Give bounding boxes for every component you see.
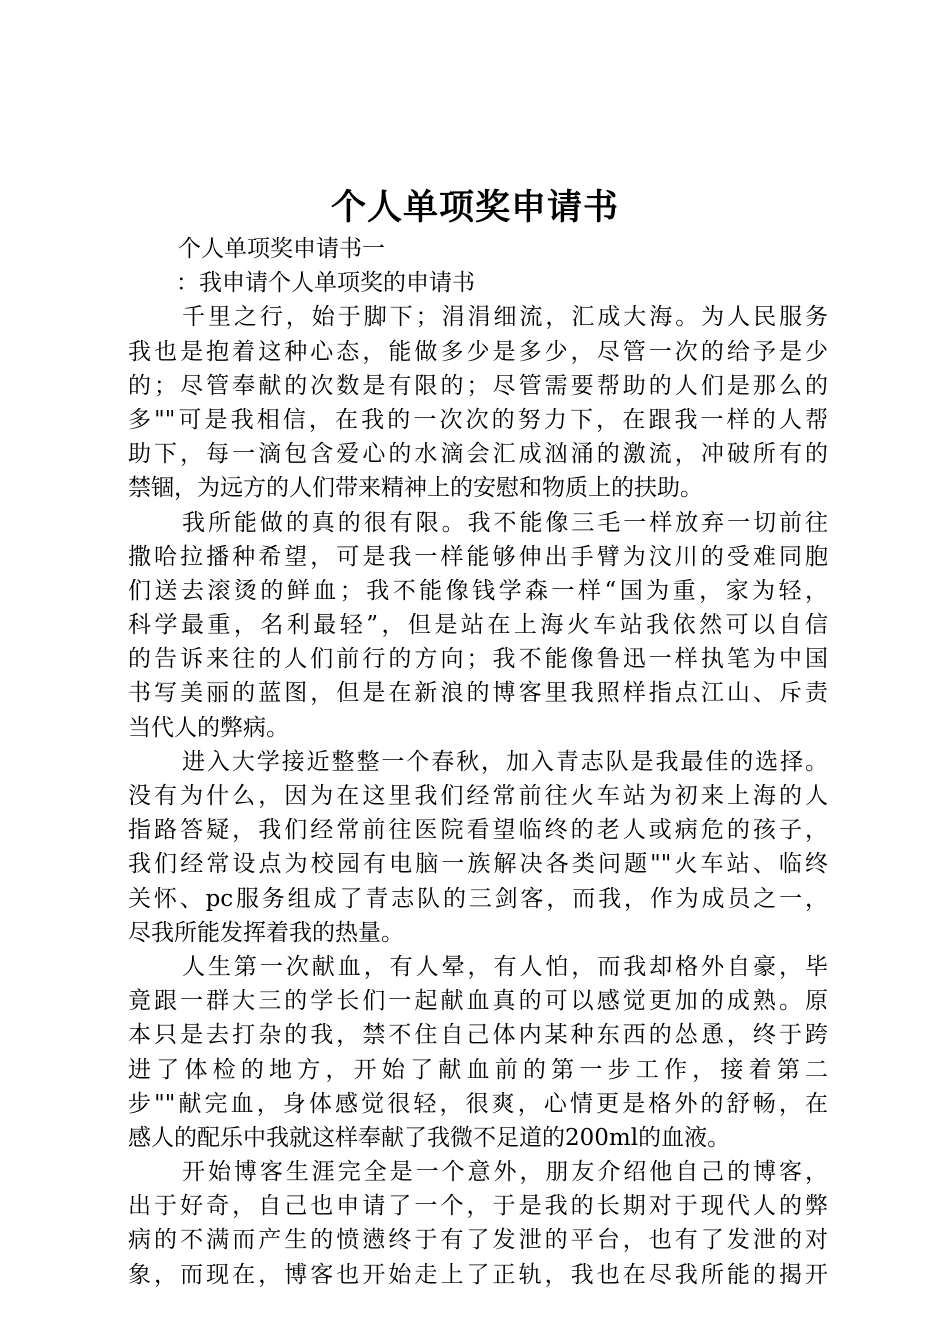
paragraph-line: 步""献完血，身体感觉很轻，很爽，心情更是格外的舒畅，在 <box>128 1090 828 1117</box>
paragraph-line: 我们经常设点为校园有电脑一族解决各类问题""火车站、临终 <box>128 851 828 878</box>
paragraph-line: 助下，每一滴包含爱心的水滴会汇成汹涌的激流，冲破所有的 <box>128 441 828 468</box>
paragraph-line: 的告诉来往的人们前行的方向；我不能像鲁迅一样执笔为中国 <box>128 646 828 673</box>
paragraph-line: 们送去滚烫的鲜血；我不能像钱学森一样“国为重，家为轻， <box>128 577 828 604</box>
paragraph-line: 指路答疑，我们经常前往医院看望临终的老人或病危的孩子， <box>128 817 828 844</box>
paragraph-line: 千里之行，始于脚下；涓涓细流，汇成大海。为人民服务 <box>182 304 828 331</box>
paragraph-line: 本只是去打杂的我，禁不住自己体内某种东西的怂恿，终于跨 <box>128 1022 828 1049</box>
paragraph-line: 禁锢，为远方的人们带来精神上的安慰和物质上的扶助。 <box>128 475 703 502</box>
paragraph-line: 病的不满而产生的愤懑终于有了发泄的平台，也有了发泄的对 <box>128 1227 828 1254</box>
paragraph-line: 多""可是我相信，在我的一次次的努力下，在跟我一样的人帮 <box>128 406 828 433</box>
paragraph-line: 竟跟一群大三的学长们一起献血真的可以感觉更加的成熟。原 <box>128 988 828 1015</box>
paragraph-line: 撒哈拉播种希望，可是我一样能够伸出手臂为汶川的受难同胞 <box>128 543 828 570</box>
paragraph-line: 进入大学接近整整一个春秋，加入青志队是我最佳的选择。 <box>182 748 828 775</box>
paragraph-line: 开始博客生涯完全是一个意外，朋友介绍他自己的博客， <box>182 1159 828 1186</box>
document-body <box>128 232 828 1292</box>
subheading: 个人单项奖申请书一 <box>178 236 385 262</box>
paragraph-line: 书写美丽的蓝图，但是在新浪的博客里我照样指点江山、斥责 <box>128 680 828 707</box>
paragraph-line: 我也是抱着这种心态，能做多少是多少，尽管一次的给予是少 <box>128 338 828 365</box>
paragraph-line: 我所能做的真的很有限。我不能像三毛一样放弃一切前往 <box>182 509 828 536</box>
paragraph-line: 出于好奇，自己也申请了一个，于是我的长期对于现代人的弊 <box>128 1193 828 1220</box>
paragraph-line: 感人的配乐中我就这样奉献了我微不足道的200ml的血液。 <box>128 1124 731 1151</box>
paragraph-line: 当代人的弊病。 <box>128 714 289 741</box>
paragraph-line: 没有为什么，因为在这里我们经常前往火车站为初来上海的人 <box>128 783 828 809</box>
page-title: 个人单项奖申请书 <box>330 187 619 228</box>
paragraph-line: 科学最重，名利最轻”，但是站在上海火车站我依然可以自信 <box>128 612 828 639</box>
subtitle: ：我申请个人单项奖的申请书 <box>176 270 475 297</box>
paragraph-line: 尽我所能发挥着我的热量。 <box>128 919 404 946</box>
paragraph-line: 象，而现在，博客也开始走上了正轨，我也在尽我所能的揭开 <box>128 1261 828 1288</box>
paragraph-line: 进了体检的地方，开始了献血前的第一步工作，接着第二 <box>128 1056 828 1083</box>
paragraph-line: 的；尽管奉献的次数是有限的；尽管需要帮助的人们是那么的 <box>128 372 828 399</box>
paragraph-line: 人生第一次献血，有人晕，有人怕，而我却格外自豪，毕 <box>182 953 828 980</box>
paragraph-line: 关怀、pc服务组成了青志队的三剑客，而我，作为成员之一， <box>128 885 828 912</box>
